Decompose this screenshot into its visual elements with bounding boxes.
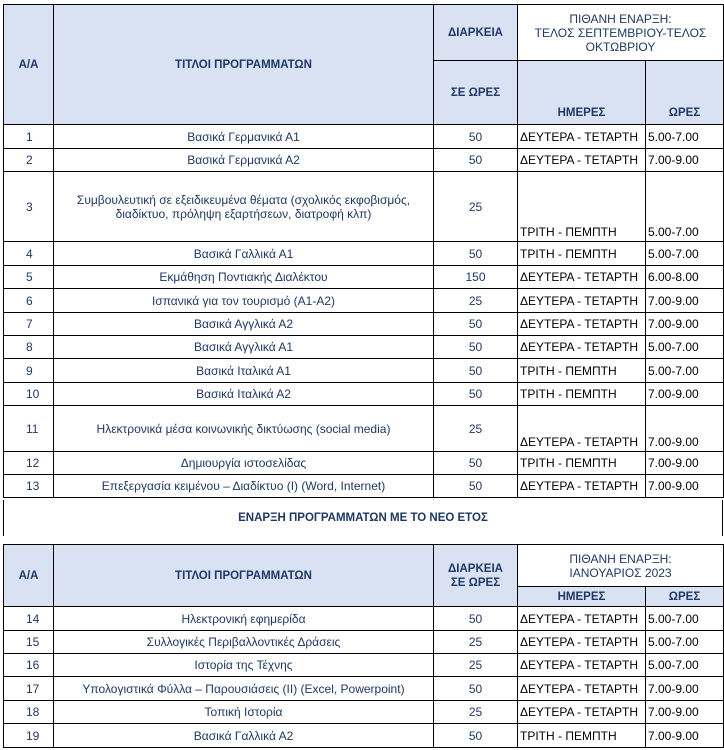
program-duration: 50 — [434, 677, 518, 701]
program-title: Συμβουλευτική σε εξειδικευμένα θέματα (σχολικός εκφοβισμός, διαδίκτυο, πρόληψη εξαρτήσεων, διατροφή κλπ) — [54, 172, 434, 242]
program-duration: 50 — [434, 359, 518, 383]
row-number: 1 — [4, 125, 54, 149]
program-duration: 25 — [434, 654, 518, 677]
table-row — [4, 406, 724, 452]
program-days: ΤΡΙΤΗ - ΠΕΜΠΤΗ — [518, 383, 646, 406]
program-hours: 7.00-9.00 — [646, 475, 724, 498]
program-days: ΔΕΥΤΕΡΑ - ΤΕΤΑΡΤΗ — [518, 475, 646, 498]
program-title: Βασικά Αγγλικά Α2 — [54, 313, 434, 336]
table-row — [4, 654, 724, 677]
program-duration: 50 — [434, 383, 518, 406]
program-title: Βασικά Γαλλικά Α2 — [54, 724, 434, 748]
header-aa: Α/Α — [4, 5, 54, 125]
program-days: ΔΕΥΤΕΡΑ - ΤΕΤΑΡΤΗ — [518, 266, 646, 289]
program-duration: 25 — [434, 289, 518, 313]
program-days: ΔΕΥΤΕΡΑ - ΤΕΤΑΡΤΗ — [518, 607, 646, 631]
program-duration: 25 — [434, 701, 518, 724]
table-row — [4, 289, 724, 313]
programs-table-2 — [3, 544, 724, 748]
header-duration-line2: ΣΕ ΩΡΕΣ — [450, 576, 501, 589]
program-hours: 6.00-8.00 — [646, 266, 724, 289]
program-duration: 50 — [434, 724, 518, 748]
program-days: ΔΕΥΤΕΡΑ - ΤΕΤΑΡΤΗ — [518, 701, 646, 724]
program-hours: 5.00-7.00 — [646, 336, 724, 359]
header-titles: ΤΙΤΛΟΙ ΠΡΟΓΡΑΜΜΑΤΩΝ — [54, 545, 434, 607]
table-row — [4, 701, 724, 724]
table-row — [4, 631, 724, 654]
program-days: ΔΕΥΤΕΡΑ - ΤΕΤΑΡΤΗ — [518, 125, 646, 149]
program-days: ΤΡΙΤΗ - ΠΕΜΠΤΗ — [518, 172, 646, 242]
program-title: Βασικά Ιταλικά Α1 — [54, 359, 434, 383]
program-title: Επεξεργασία κειμένου – Διαδίκτυο (Ι) (Word, Internet) — [54, 475, 434, 498]
row-number: 5 — [4, 266, 54, 289]
program-days: ΔΕΥΤΕΡΑ - ΤΕΤΑΡΤΗ — [518, 149, 646, 172]
table-row — [4, 475, 724, 498]
program-duration: 50 — [434, 149, 518, 172]
header-titles: ΤΙΤΛΟΙ ΠΡΟΓΡΑΜΜΑΤΩΝ — [54, 5, 434, 125]
row-number: 18 — [4, 701, 54, 724]
table-row — [4, 724, 724, 748]
program-duration: 150 — [434, 266, 518, 289]
program-days: ΔΕΥΤΕΡΑ - ΤΕΤΑΡΤΗ — [518, 289, 646, 313]
program-hours: 7.00-9.00 — [646, 289, 724, 313]
table-row — [4, 359, 724, 383]
table-row — [4, 242, 724, 266]
row-number: 8 — [4, 336, 54, 359]
program-duration: 50 — [434, 125, 518, 149]
program-duration: 50 — [434, 336, 518, 359]
header-start-line1: ΠΙΘΑΝΗ ΕΝΑΡΞΗ: — [569, 11, 672, 26]
program-title: Βασικά Αγγλικά Α1 — [54, 336, 434, 359]
program-title: Ηλεκτρονική εφημερίδα — [54, 607, 434, 631]
program-title: Τοπική Ιστορία — [54, 701, 434, 724]
row-number: 12 — [4, 452, 54, 475]
table-row — [4, 172, 724, 242]
program-title: Δημιουργία ιστοσελίδας — [54, 452, 434, 475]
table-row — [4, 452, 724, 475]
program-title: Εκμάθηση Ποντιακής Διαλέκτου — [54, 266, 434, 289]
row-number: 11 — [4, 406, 54, 452]
program-duration: 50 — [434, 452, 518, 475]
row-number: 19 — [4, 724, 54, 748]
row-number: 4 — [4, 242, 54, 266]
program-days: ΔΕΥΤΕΡΑ - ΤΕΤΑΡΤΗ — [518, 631, 646, 654]
program-title: Ηλεκτρονικά μέσα κοινωνικής δικτύωσης (social media) — [54, 406, 434, 452]
program-duration: 25 — [434, 172, 518, 242]
table-row — [4, 313, 724, 336]
header-start-line2: ΤΕΛΟΣ ΣΕΠΤΕΜΒΡΙΟΥ-ΤΕΛΟΣ ΟΚΤΩΒΡΙΟΥ — [534, 25, 707, 54]
table-row — [4, 607, 724, 631]
header-hours: ΩΡΕΣ — [646, 61, 724, 125]
row-number: 14 — [4, 607, 54, 631]
section-title: ΕΝΑΡΞΗ ΠΡΟΓΡΑΜΜΑΤΩΝ ΜΕ ΤΟ ΝΕΟ ΕΤΟΣ — [3, 500, 723, 536]
program-duration: 50 — [434, 313, 518, 336]
program-hours: 7.00-9.00 — [646, 701, 724, 724]
program-duration: 25 — [434, 631, 518, 654]
program-title: Βασικά Ιταλικά Α2 — [54, 383, 434, 406]
program-hours: 7.00-9.00 — [646, 406, 724, 452]
table-row — [4, 336, 724, 359]
program-hours: 7.00-9.00 — [646, 677, 724, 701]
program-hours: 5.00-7.00 — [646, 631, 724, 654]
program-hours: 7.00-9.00 — [646, 149, 724, 172]
program-days: ΤΡΙΤΗ - ΠΕΜΠΤΗ — [518, 359, 646, 383]
header-days: ΗΜΕΡΕΣ — [518, 61, 646, 125]
program-title: Υπολογιστικά Φύλλα – Παρουσιάσεις (ΙΙ) (Excel, Powerpoint) — [54, 677, 434, 701]
program-days: ΔΕΥΤΕΡΑ - ΤΕΤΑΡΤΗ — [518, 313, 646, 336]
row-number: 2 — [4, 149, 54, 172]
program-title: Βασικά Γερμανικά Α2 — [54, 149, 434, 172]
program-hours: 7.00-9.00 — [646, 383, 724, 406]
program-duration: 50 — [434, 607, 518, 631]
program-duration: 50 — [434, 242, 518, 266]
programs-table-1 — [3, 4, 724, 498]
table-row — [4, 125, 724, 149]
program-title: Βασικά Γερμανικά Α1 — [54, 125, 434, 149]
header-duration-line1: ΔΙΑΡΚΕΙΑ — [448, 562, 503, 575]
row-number: 15 — [4, 631, 54, 654]
header-start-period — [518, 5, 724, 61]
row-number: 7 — [4, 313, 54, 336]
row-number: 9 — [4, 359, 54, 383]
program-hours: 5.00-7.00 — [646, 607, 724, 631]
programs-table-1-body — [4, 125, 724, 498]
program-days: ΔΕΥΤΕΡΑ - ΤΕΤΑΡΤΗ — [518, 654, 646, 677]
row-number: 10 — [4, 383, 54, 406]
header-duration: ΔΙΑΡΚΕΙΑ — [434, 5, 518, 61]
program-days: ΤΡΙΤΗ - ΠΕΜΠΤΗ — [518, 452, 646, 475]
program-title: Ισπανικά για τον τουρισμό (Α1-Α2) — [54, 289, 434, 313]
program-days: ΤΡΙΤΗ - ΠΕΜΠΤΗ — [518, 242, 646, 266]
program-hours: 5.00-7.00 — [646, 242, 724, 266]
header-duration — [434, 545, 518, 607]
programs-table-2-body — [4, 607, 724, 748]
row-number: 13 — [4, 475, 54, 498]
program-hours: 5.00-7.00 — [646, 172, 724, 242]
header-days: ΗΜΕΡΕΣ — [518, 587, 646, 607]
header-start-line1: ΠΙΘΑΝΗ ΕΝΑΡΞΗ: — [569, 551, 672, 566]
program-duration: 25 — [434, 406, 518, 452]
program-hours: 7.00-9.00 — [646, 452, 724, 475]
row-number: 3 — [4, 172, 54, 242]
header-duration-unit: ΣΕ ΩΡΕΣ — [434, 61, 518, 125]
program-hours: 7.00-9.00 — [646, 724, 724, 748]
table-row — [4, 677, 724, 701]
header-hours: ΩΡΕΣ — [646, 587, 724, 607]
table-row — [4, 149, 724, 172]
header-aa: Α/Α — [4, 545, 54, 607]
program-hours: 5.00-7.00 — [646, 359, 724, 383]
table-row — [4, 266, 724, 289]
header-start-line2: ΙΑΝΟΥΑΡΙΟΣ 2023 — [569, 565, 672, 580]
program-title: Συλλογικές Περιβαλλοντικές Δράσεις — [54, 631, 434, 654]
program-days: ΔΕΥΤΕΡΑ - ΤΕΤΑΡΤΗ — [518, 677, 646, 701]
header-start-period — [518, 545, 724, 587]
row-number: 16 — [4, 654, 54, 677]
row-number: 17 — [4, 677, 54, 701]
program-days: ΤΡΙΤΗ - ΠΕΜΠΤΗ — [518, 724, 646, 748]
program-hours: 5.00-7.00 — [646, 125, 724, 149]
table-row — [4, 383, 724, 406]
program-days: ΔΕΥΤΕΡΑ - ΤΕΤΑΡΤΗ — [518, 406, 646, 452]
program-days: ΔΕΥΤΕΡΑ - ΤΕΤΑΡΤΗ — [518, 336, 646, 359]
program-hours: 7.00-9.00 — [646, 313, 724, 336]
program-title: Βασικά Γαλλικά Α1 — [54, 242, 434, 266]
program-duration: 50 — [434, 475, 518, 498]
program-hours: 5.00-7.00 — [646, 654, 724, 677]
program-title: Ιστορία της Τέχνης — [54, 654, 434, 677]
row-number: 6 — [4, 289, 54, 313]
